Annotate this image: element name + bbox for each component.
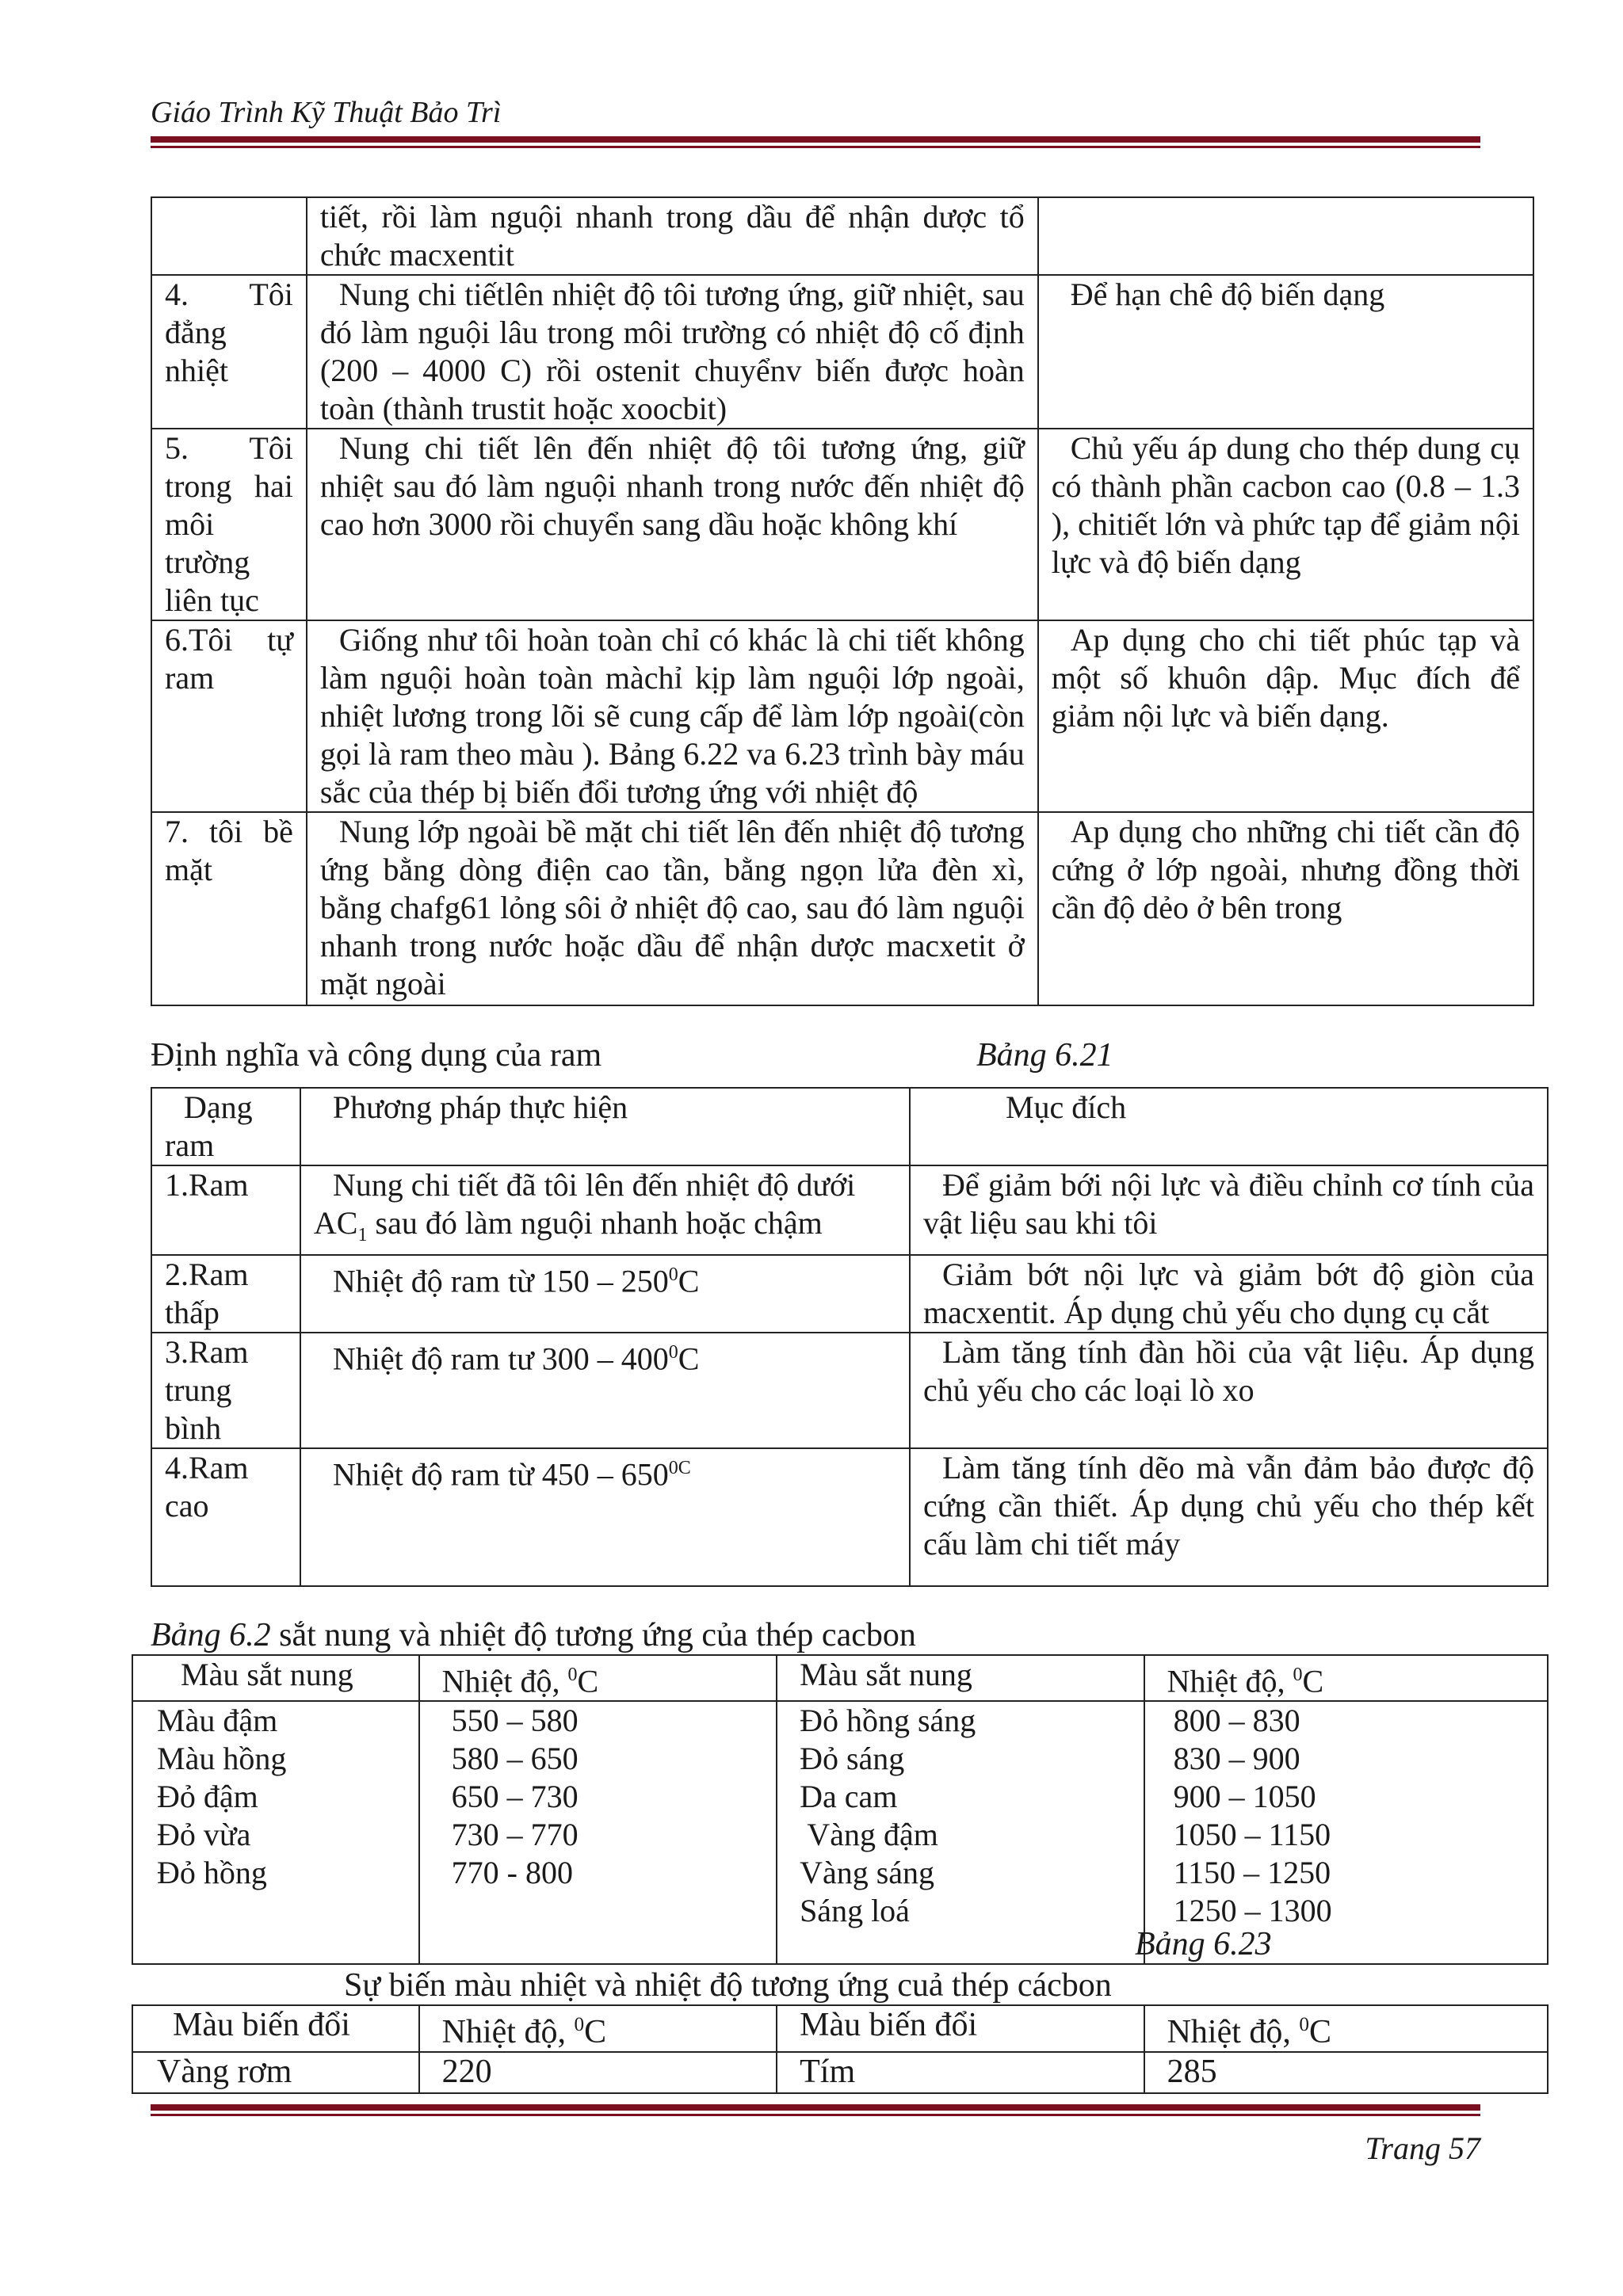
list-item: Sáng loá <box>800 1893 910 1929</box>
unit: C <box>584 2014 607 2050</box>
list-item: Vàng đậm <box>800 1817 938 1853</box>
table-number: Bảng 6.21 <box>976 1037 1113 1074</box>
tempering-purpose: Để giảm bới nội lực và điều chỉnh cơ tính của vật liệu sau khi tôi <box>910 1165 1548 1255</box>
table-row <box>151 429 1533 620</box>
superscript: 0 <box>668 1264 678 1285</box>
column-header-text: Màu sắt nung <box>181 1657 353 1692</box>
list-item: 900 – 1050 <box>1173 1779 1316 1815</box>
table-row <box>132 1701 1548 1964</box>
column-header <box>419 1655 777 1701</box>
method-purpose: Ap dụng cho chi tiết phúc tạp và một số khuôn dập. Mục đích để giảm nội lực và biến dạng. <box>1038 620 1533 812</box>
method-text: C <box>678 1263 700 1299</box>
method-description: Giống như tôi hoàn toàn chỉ có khác là chi tiết không làm nguội hoàn toàn màchỉ kịp làm nguội lớp ngoài, nhiệt lương trong lõi sẽ cung cấp để làm lớp ngoài(còn gọi là ram theo màu ). Bảng 6.22 va 6.23 trình bày máu sắc của thép bị biến đổi tương ứng với nhiệt độ <box>307 620 1038 812</box>
column-header <box>1144 1655 1548 1701</box>
list-item: 650 – 730 <box>451 1779 579 1815</box>
list-item: Da cam <box>800 1779 898 1815</box>
tempering-purpose: Làm tăng tính đàn hồi của vật liệu. Áp dụng chủ yếu cho các loại lò xo <box>910 1333 1548 1448</box>
list-item: Màu đậm <box>157 1703 278 1739</box>
tempering-purpose: Giảm bớt nội lực và giảm bớt độ giòn của macxentit. Áp dụng chủ yếu cho dụng cụ cắt <box>910 1255 1548 1333</box>
column-header <box>132 2005 419 2052</box>
superscript: 0 <box>574 2014 585 2035</box>
column-header <box>777 1655 1144 1701</box>
list-item: 800 – 830 <box>1173 1703 1300 1739</box>
method-purpose: Ap dụng cho những chi tiết cần độ cứng ở lớp ngoài, nhưng đồng thời cần độ dẻo ở bên trong <box>1038 812 1533 1005</box>
table-row <box>151 1448 1548 1586</box>
column-header-text: Nhiệt độ, <box>1167 2014 1300 2050</box>
list-item: 830 – 900 <box>1173 1741 1300 1777</box>
quenching-methods-table <box>151 196 1534 1006</box>
column-header-text: Màu biến đổi <box>800 2007 978 2043</box>
footer-rule-thick <box>151 2104 1480 2111</box>
column-header-text: Nhiệt độ, <box>1167 1663 1293 1699</box>
tempering-type: 3.Ram trung bình <box>151 1333 300 1448</box>
table-row <box>151 1255 1548 1333</box>
superscript: 0C <box>668 1458 691 1478</box>
table-header-row <box>151 1088 1548 1165</box>
tempering-method <box>300 1165 910 1255</box>
method-text: Nung chi tiết đã tôi lên đến nhiệt độ dưới AC <box>313 1167 856 1241</box>
superscript: 0 <box>1299 2014 1309 2035</box>
footer-rule-thin <box>151 2114 1480 2116</box>
list-item: 580 – 650 <box>451 1741 579 1777</box>
list-item: Vàng sáng <box>800 1855 935 1891</box>
table-header-row <box>132 2005 1548 2052</box>
subscript: 1 <box>357 1225 368 1245</box>
table-number: Bảng 6.23 <box>1135 1926 1272 1962</box>
table-row <box>151 812 1533 1005</box>
table-cell: Vàng rơm <box>132 2052 419 2093</box>
table-cell: 220 <box>419 2052 777 2093</box>
table-header-row <box>132 1655 1548 1701</box>
method-text: Nhiệt độ ram từ 450 – 650 <box>332 1456 669 1493</box>
superscript: 0 <box>668 1342 678 1363</box>
list-item: 550 – 580 <box>451 1703 579 1739</box>
method-purpose: Để hạn chê độ biến dạng <box>1038 275 1533 429</box>
unit: C <box>1302 1663 1324 1699</box>
section-title: Định nghĩa và công dụng của ram <box>151 1037 602 1074</box>
tempering-table <box>151 1087 1549 1587</box>
temper-color-table <box>132 2004 1549 2094</box>
list-item: 1050 – 1150 <box>1173 1817 1331 1853</box>
superscript: 0 <box>1293 1665 1303 1685</box>
header-rule-thin <box>151 146 1480 148</box>
table-row <box>151 197 1533 275</box>
list-item: Đỏ vừa <box>157 1817 251 1853</box>
superscript: 0 <box>567 1665 578 1685</box>
temperature-list <box>419 1701 777 1964</box>
method-description: Nung chi tiếtlên nhiệt độ tôi tương ứng, giữ nhiệt, sau đó làm nguội lâu trong môi trường có nhiệt độ cố định (200 – 4000 C) rồi ostenit chuyểnv biến được hoàn toàn (thành trustit hoặc xoocbit) <box>307 275 1038 429</box>
method-description: tiết, rồi làm nguội nhanh trong dầu để nhận dược tổ chức macxentit <box>307 197 1038 275</box>
method-text: sau đó làm nguội nhanh hoặc chậm <box>367 1205 823 1241</box>
method-name: 7. tôi bề mặt <box>151 812 307 1005</box>
method-name: 5. Tôi trong hai môi trường liên tục <box>151 429 307 620</box>
method-description: Nung chi tiết lên đến nhiệt độ tôi tương ứng, giữ nhiệt sau đó làm nguội nhanh trong nước đến nhiệt độ cao hơn 3000 rồi chuyển sang dầu hoặc không khí <box>307 429 1038 620</box>
method-purpose <box>1038 197 1533 275</box>
column-header: Phương pháp thực hiện <box>300 1088 910 1165</box>
table-row <box>132 2052 1548 2093</box>
table-row <box>151 620 1533 812</box>
column-header <box>419 2005 777 2052</box>
tempering-type: 4.Ram cao <box>151 1448 300 1586</box>
method-text: C <box>678 1341 700 1377</box>
list-item: Đỏ đậm <box>157 1779 258 1815</box>
method-description: Nung lớp ngoài bề mặt chi tiết lên đến nhiệt độ tương ứng bằng dòng điện cao tần, bằng ngọn lửa đèn xì, bằng chafg61 lỏng sôi ở nhiệt độ cao, sau đó làm nguội nhanh trong nước hoặc dầu để nhận dược macxetit ở mặt ngoài <box>307 812 1038 1005</box>
tempering-type: 2.Ram thấp <box>151 1255 300 1333</box>
column-header-text: Màu sắt nung <box>800 1657 972 1692</box>
running-header: Giáo Trình Kỹ Thuật Bảo Trì <box>151 96 502 129</box>
method-purpose: Chủ yếu áp dung cho thép dung cụ có thành phần cacbon cao (0.8 – 1.3 ), chitiết lớn và phức tạp để giảm nội lực và độ biến dạng <box>1038 429 1533 620</box>
column-header-text: Mục đích <box>1005 1089 1127 1125</box>
unit: C <box>577 1663 599 1699</box>
table-caption: sắt nung và nhiệt độ tương ứng của thép cacbon <box>270 1617 916 1653</box>
table-row <box>151 275 1533 429</box>
method-text: Nhiệt độ ram từ 150 – 250 <box>332 1263 669 1299</box>
tempering-purpose: Làm tăng tính dẽo mà vẫn đảm bảo được độ cứng cần thiết. Áp dụng chủ yếu cho thép kết cấu làm chi tiết máy <box>910 1448 1548 1586</box>
table-cell: 285 <box>1144 2052 1548 2093</box>
header-rule-thick <box>151 136 1480 143</box>
list-item: 730 – 770 <box>451 1817 579 1853</box>
table-number: Bảng 6.2 <box>151 1617 271 1653</box>
column-header-text: Màu biến đổi <box>173 2007 350 2043</box>
method-name <box>151 197 307 275</box>
color-list <box>132 1701 419 1964</box>
table-row <box>151 1165 1548 1255</box>
tempering-type: 1.Ram <box>151 1165 300 1255</box>
list-item: Đỏ hồng sáng <box>800 1703 976 1739</box>
color-list <box>777 1701 1144 1964</box>
column-header <box>910 1088 1548 1165</box>
method-name: 6.Tôi tự ram <box>151 620 307 812</box>
table-row <box>151 1333 1548 1448</box>
unit: C <box>1308 2014 1331 2050</box>
column-header <box>777 2005 1144 2052</box>
column-header: Dạng ram <box>151 1088 300 1165</box>
method-text: Nhiệt độ ram tư 300 – 400 <box>332 1341 669 1377</box>
list-item: 1150 – 1250 <box>1173 1855 1331 1891</box>
list-item: Đỏ hồng <box>157 1855 267 1891</box>
table-cell: Tím <box>777 2052 1144 2093</box>
tempering-method <box>300 1333 910 1448</box>
list-item: 770 - 800 <box>451 1855 573 1891</box>
list-item: Màu hồng <box>157 1741 287 1777</box>
section-title: Sự biến màu nhiệt và nhiệt độ tương ứng cuả thép cácbon <box>344 1967 1112 2004</box>
tempering-method <box>300 1448 910 1586</box>
list-item: 1250 – 1300 <box>1173 1893 1332 1929</box>
column-header-text: Nhiệt độ, <box>441 2014 575 2050</box>
column-header <box>132 1655 419 1701</box>
section-title <box>151 1616 916 1654</box>
list-item: Đỏ sáng <box>800 1741 905 1777</box>
method-name: 4. Tôi đẳng nhiệt <box>151 275 307 429</box>
heating-color-table <box>132 1654 1549 1965</box>
page-number: Trang 57 <box>1365 2130 1480 2166</box>
column-header <box>1144 2005 1548 2052</box>
tempering-method <box>300 1255 910 1333</box>
column-header-text: Nhiệt độ, <box>441 1663 568 1699</box>
